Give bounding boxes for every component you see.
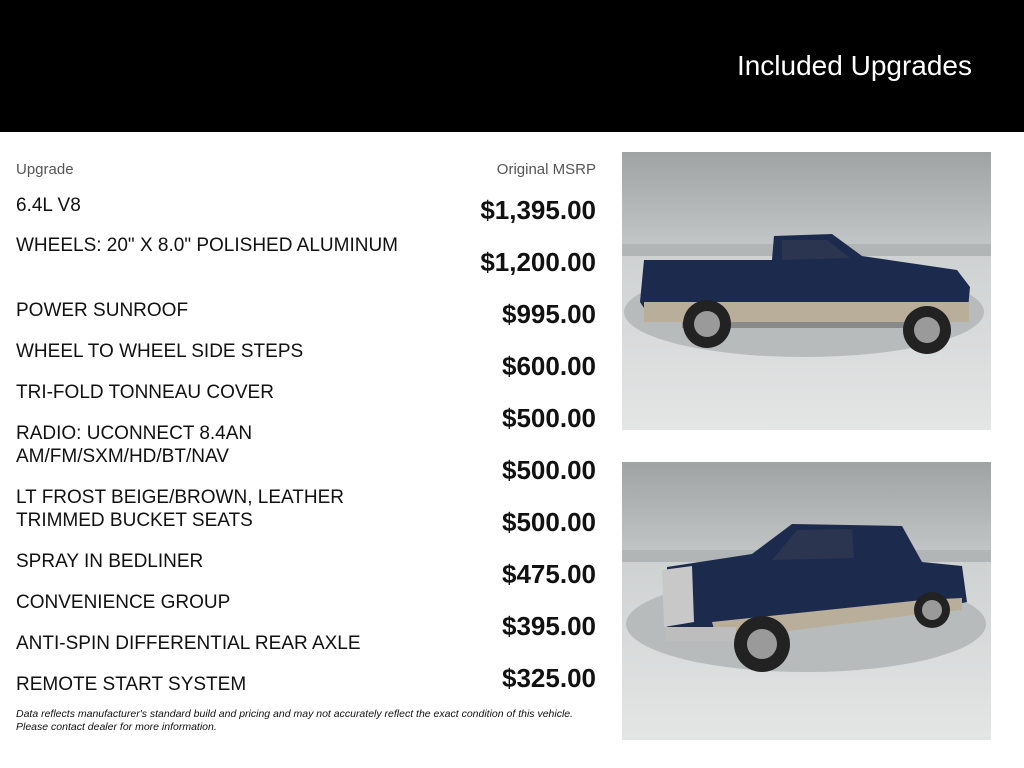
upgrade-name: 6.4L V8	[16, 195, 81, 216]
msrp-column-header: Original MSRP	[496, 161, 596, 178]
upgrade-name: CONVENIENCE GROUP	[16, 592, 231, 613]
upgrade-price: $500.00	[502, 403, 596, 433]
upgrade-price: $600.00	[502, 351, 596, 381]
upgrade-price: $395.00	[502, 611, 596, 641]
truck-side-photo	[622, 152, 991, 430]
upgrade-name: REMOTE START SYSTEM	[16, 674, 247, 695]
upgrade-price: $995.00	[502, 299, 596, 329]
upgrade-price: $1,200.00	[480, 247, 596, 277]
upgrade-price: $1,395.00	[480, 195, 596, 225]
upgrade-name: TRI-FOLD TONNEAU COVER	[16, 382, 274, 403]
upgrade-name: POWER SUNROOF	[16, 300, 189, 321]
upgrade-price: $500.00	[502, 455, 596, 485]
disclaimer-text: Data reflects manufacturer's standard build and pricing and may not accurately reflect the exact condition of this vehicle. Please contact dealer for more information.	[16, 708, 574, 733]
upgrade-name: WHEELS: 20" X 8.0" POLISHED ALUMINUM	[16, 235, 398, 256]
truck-front-photo	[622, 462, 991, 740]
upgrade-name: WHEEL TO WHEEL SIDE STEPS	[16, 341, 304, 362]
upgrade-price: $475.00	[502, 559, 596, 589]
upgrade-column-header: Upgrade	[16, 161, 74, 178]
upgrade-price: $325.00	[502, 663, 596, 693]
upgrade-name: LT FROST BEIGE/BROWN, LEATHER TRIMMED BUCKET SEATS	[16, 487, 344, 531]
upgrade-name: ANTI-SPIN DIFFERENTIAL REAR AXLE	[16, 633, 361, 654]
page-title: Included Upgrades	[736, 50, 972, 81]
header-bar	[0, 0, 1024, 132]
upgrade-name: RADIO: UCONNECT 8.4AN AM/FM/SXM/HD/BT/NAV	[16, 423, 253, 467]
upgrade-name: SPRAY IN BEDLINER	[16, 551, 204, 572]
upgrade-price: $500.00	[502, 507, 596, 537]
